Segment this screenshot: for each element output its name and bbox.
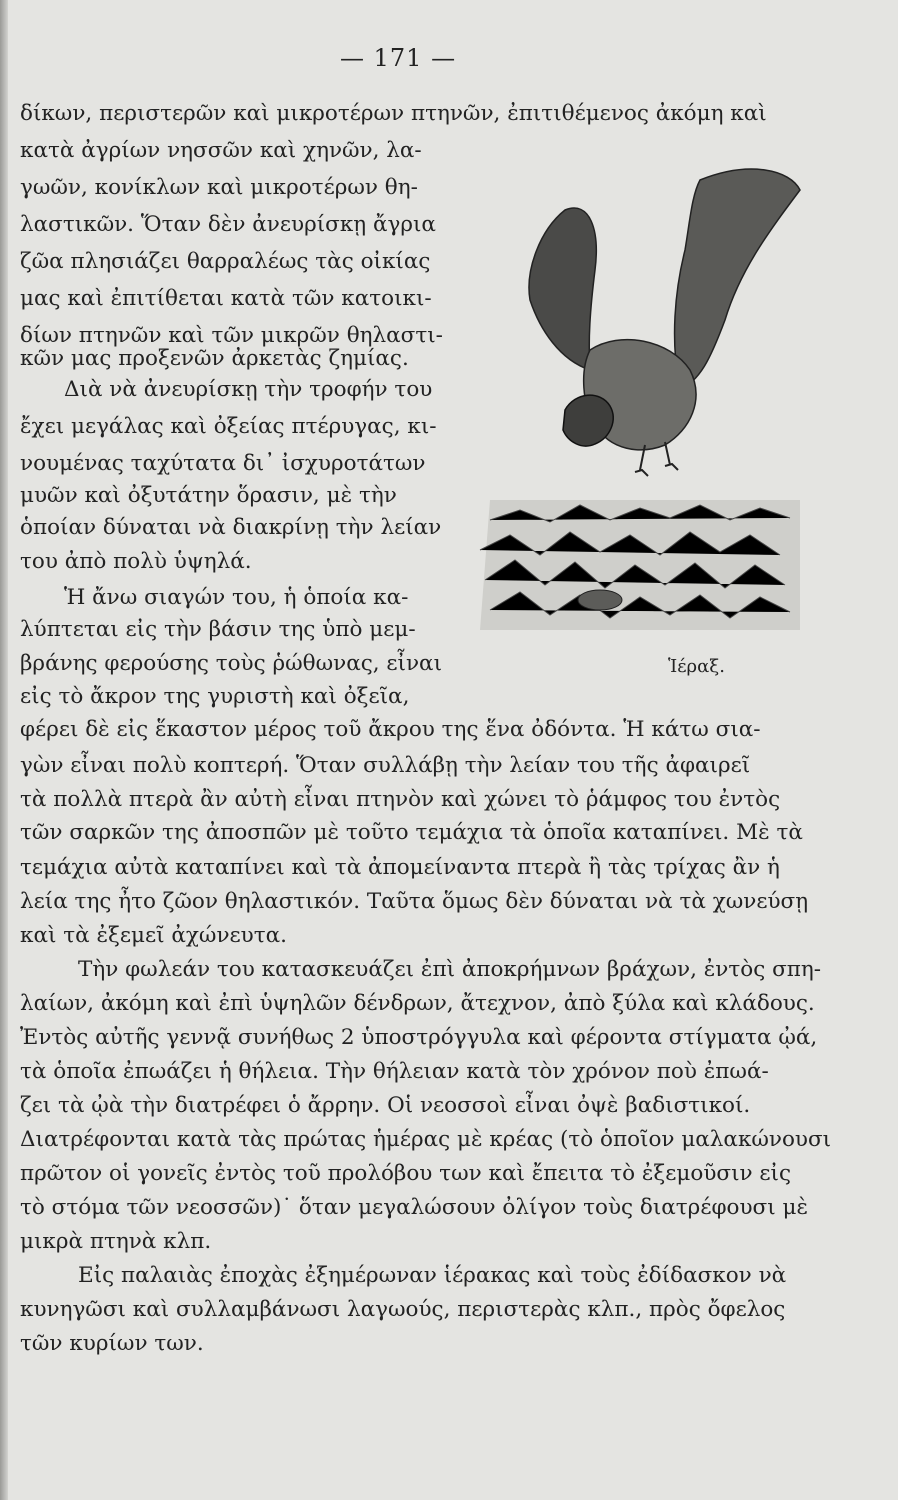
- text-line-9: Διὰ νὰ ἀνευρίσκῃ τὴν τροφήν του: [64, 377, 433, 402]
- text-line-18: εἰς τὸ ἄκρον της γυριστὴ καὶ ὀξεῖα,: [20, 684, 410, 709]
- text-line-8: κῶν μας προξενῶν ἀρκετὰς ζημίας.: [20, 346, 409, 371]
- text-line-24: λεία της ἦτο ζῶον θηλαστικόν. Ταῦτα ὅμως δὲν δύναται νὰ τὰ χωνεύσῃ: [20, 889, 809, 914]
- text-line-1: δίκων, περιστερῶν καὶ μικροτέρων πτηνῶν, ἐπιτιθέμενος ἀκόμη καὶ: [20, 101, 767, 126]
- text-line-6: μας καὶ ἐπιτίθεται κατὰ τῶν κατοικι-: [20, 286, 432, 311]
- text-line-25: καὶ τὰ ἐξεμεῖ ἀχώνευτα.: [20, 923, 287, 948]
- text-line-30: ζει τὰ ᾠὰ τὴν διατρέφει ὁ ἄρρην. Οἱ νεοσσοὶ εἶναι ὀψὲ βαδιστικοί.: [20, 1093, 751, 1118]
- text-line-26: Τὴν φωλεάν του κατασκευάζει ἐπὶ ἀποκρήμνων βράχων, ἐντὸς σπη-: [78, 957, 822, 982]
- figure-caption: Ἱέραξ.: [668, 656, 725, 677]
- text-line-17: βράνης φερούσης τοὺς ῥώθωνας, εἶναι: [20, 651, 443, 676]
- hawk-illustration: [470, 160, 810, 650]
- text-line-11: νουμένας ταχύτατα δι᾽ ἰσχυροτάτων: [20, 451, 426, 476]
- text-line-36: κυνηγῶσι καὶ συλλαμβάνωσι λαγωούς, περιστερὰς κλπ., πρὸς ὄφελος: [20, 1297, 786, 1322]
- hawk-drawing: [470, 160, 810, 650]
- page-number: — 171 —: [340, 44, 457, 72]
- text-line-21: τὰ πολλὰ πτερὰ ἂν αὐτὴ εἶναι πτηνὸν καὶ χώνει τὸ ῥάμφος του ἐντὸς: [20, 787, 781, 812]
- text-line-4: λαστικῶν. Ὅταν δὲν ἀνευρίσκῃ ἄγρια: [20, 212, 436, 237]
- text-line-15: Ἡ ἄνω σιαγών του, ἡ ὁποία κα-: [64, 585, 409, 610]
- text-line-2: κατὰ ἀγρίων νησσῶν καὶ χηνῶν, λα-: [20, 138, 422, 163]
- text-line-10: ἔχει μεγάλας καὶ ὀξείας πτέρυγας, κι-: [20, 414, 437, 439]
- text-line-37: τῶν κυρίων των.: [20, 1331, 204, 1356]
- hawk-left-wing: [529, 208, 596, 370]
- text-line-22: τῶν σαρκῶν της ἀποσπῶν μὲ τοῦτο τεμάχια τὰ ὁποῖα καταπίνει. Μὲ τὰ: [20, 820, 803, 845]
- text-line-7: δίων πτηνῶν καὶ τῶν μικρῶν θηλαστι-: [20, 323, 443, 348]
- text-line-3: γωῶν, κονίκλων καὶ μικροτέρων θη-: [20, 175, 418, 200]
- page-binding-shadow: [0, 0, 8, 1500]
- text-line-29: τὰ ὁποῖα ἐπωάζει ἡ θήλεια. Τὴν θήλειαν κατὰ τὸν χρόνον ποὺ ἐπωά-: [20, 1059, 769, 1084]
- text-line-14: του ἀπὸ πολὺ ὑψηλά.: [20, 549, 252, 574]
- hawk-right-wing: [675, 169, 800, 390]
- prey-animal: [578, 590, 622, 610]
- text-line-23: τεμάχια αὐτὰ καταπίνει καὶ τὰ ἀπομείναντα πτερὰ ἢ τὰς τρίχας ἂν ἡ: [20, 855, 780, 880]
- text-line-19: φέρει δὲ εἰς ἕκαστον μέρος τοῦ ἄκρου της ἕνα ὀδόντα. Ἡ κάτω σια-: [20, 717, 761, 742]
- text-line-27: λαίων, ἀκόμη καὶ ἐπὶ ὑψηλῶν δένδρων, ἄτεχνον, ἀπὸ ξύλα καὶ κλάδους.: [20, 991, 815, 1016]
- text-line-13: ὁποίαν δύναται νὰ διακρίνῃ τὴν λείαν: [20, 515, 442, 540]
- text-line-31: Διατρέφονται κατὰ τὰς πρώτας ἡμέρας μὲ κρέας (τὸ ὁποῖον μαλακώνουσι: [20, 1127, 832, 1152]
- text-line-33: τὸ στόμα τῶν νεοσσῶν)˙ ὅταν μεγαλώσουν ὀλίγον τοὺς διατρέφουσι μὲ: [20, 1195, 808, 1220]
- text-line-34: μικρὰ πτηνὰ κλπ.: [20, 1229, 212, 1254]
- text-line-32: πρῶτον οἱ γονεῖς ἐντὸς τοῦ προλόβου των καὶ ἔπειτα τὸ ἐξεμοῦσιν εἰς: [20, 1161, 792, 1186]
- text-line-12: μυῶν καὶ ὀξυτάτην ὅρασιν, μὲ τὴν: [20, 483, 397, 508]
- text-line-20: γὼν εἶναι πολὺ κοπτερή. Ὅταν συλλάβῃ τὴν λείαν του τῆς ἀφαιρεῖ: [20, 753, 751, 778]
- text-line-28: Ἐντὸς αὐτῆς γεννᾷ συνήθως 2 ὑποστρόγγυλα καὶ φέροντα στίγματα ᾠά,: [20, 1025, 818, 1050]
- text-line-35: Εἰς παλαιὰς ἐποχὰς ἐξημέρωναν ἱέρακας καὶ τοὺς ἐδίδασκον νὰ: [78, 1263, 787, 1288]
- text-line-5: ζῶα πλησιάζει θαρραλέως τὰς οἰκίας: [20, 249, 431, 274]
- text-line-16: λύπτεται εἰς τὴν βάσιν της ὑπὸ μεμ-: [20, 617, 416, 642]
